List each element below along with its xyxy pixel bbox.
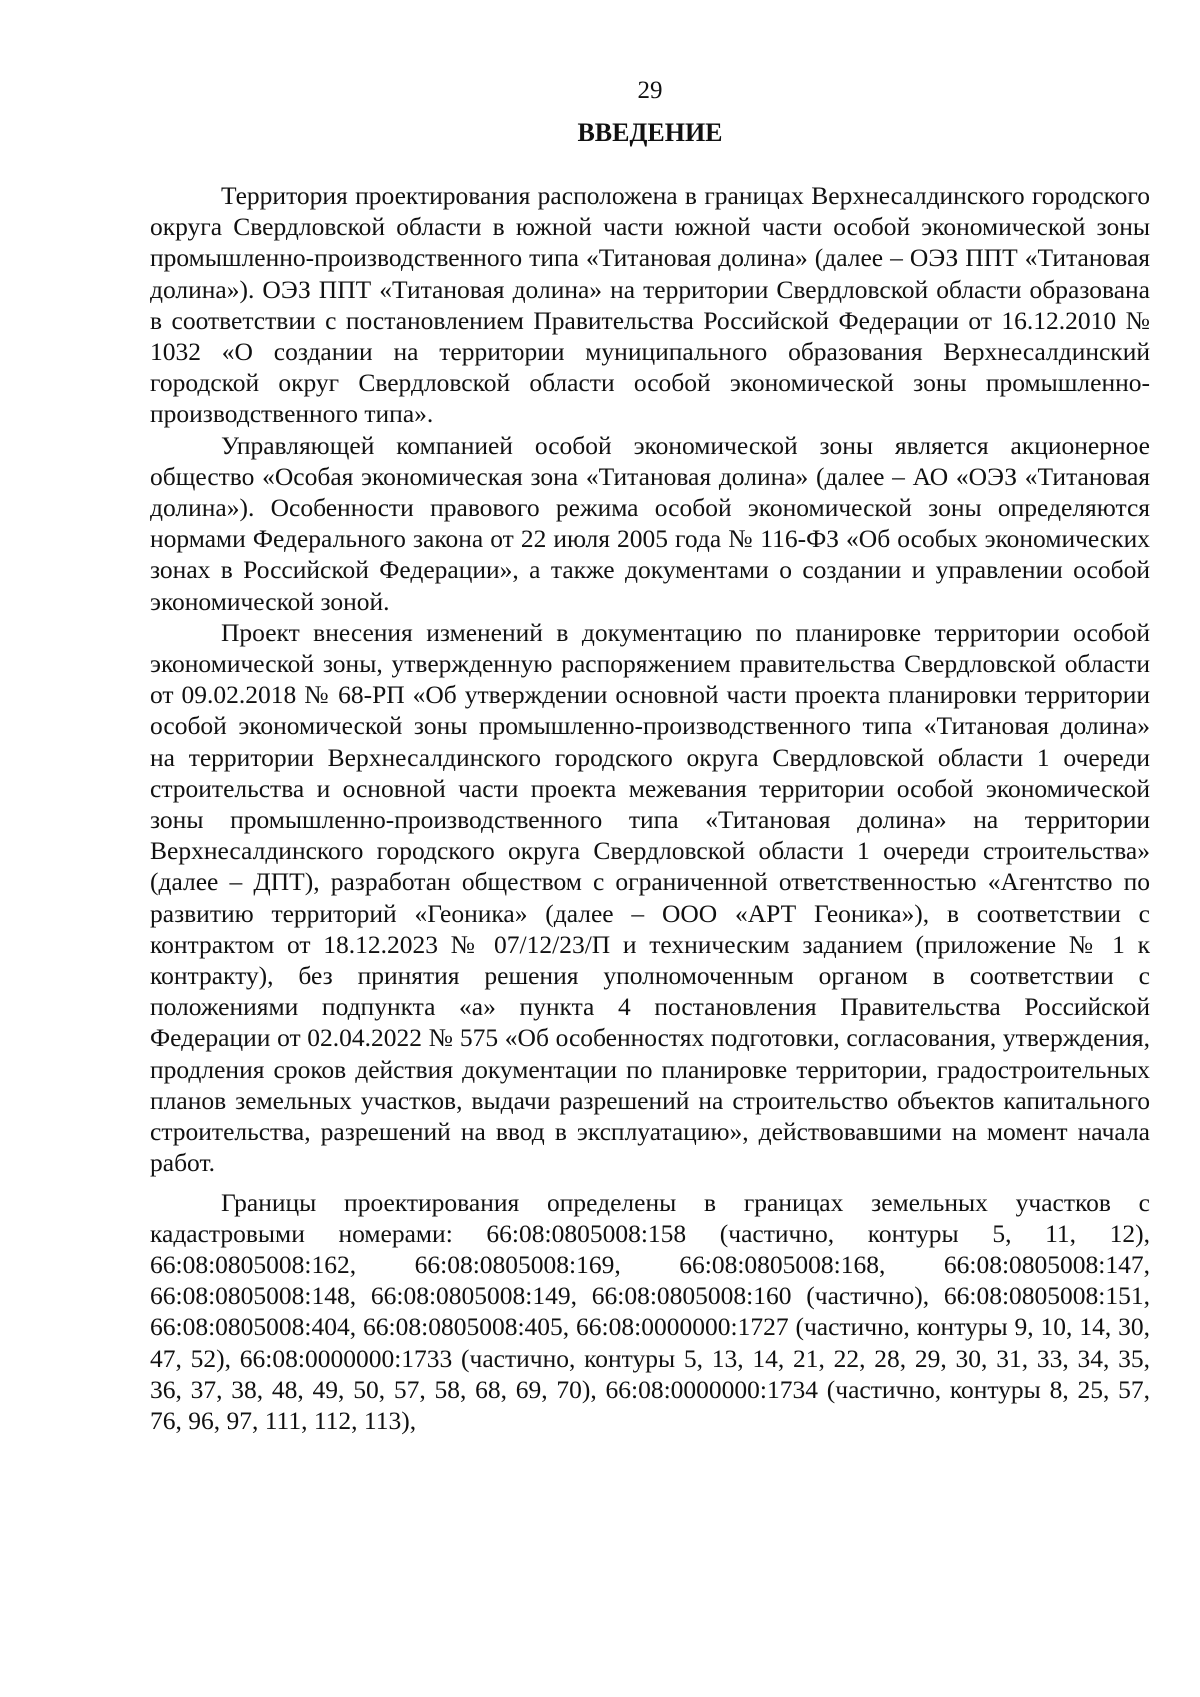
section-heading: ВВЕДЕНИЕ <box>577 118 723 147</box>
paragraph-project-changes: Проект внесения изменений в документацию по планировке территории особой экономической зоны, утвержденную распоряжением правительства Свердловской области от 09.02.2018 № 68-РП «Об утверждении основной части проекта планировки территории особой экономической зоны промышленно-производственного типа «Титановая долина» на территории Верхнесалдинского городского округа Свердловской области 1 очереди строительства и основной части проекта межевания территории особой экономической зоны промышленно-производственного типа «Титановая долина» на территории Верхнесалдинского городского округа Свердловской области 1 очереди строительства» (далее – ДПТ), разработан обществом с ограниченной ответственностью «Агентство по развитию территорий «Геоника» (далее – ООО «АРТ Геоника»), в соответствии с контрактом от 18.12.2023 № 07/12/23/П и техническим заданием (приложение № 1 к контракту), без принятия решения уполномоченным органом в соответствии с положениями подпункта «а» пункта 4 постановления Правительства Российской Федерации от 02.04.2022 № 575 «Об особенностях подготовки, согласования, утверждения, продления сроков действия документации по планировке территории, градостроительных планов земельных участков, выдачи разрешений на строительство объектов капитального строительства, разрешений на ввод в эксплуатацию», действовавшими на момент начала работ. <box>150 617 1150 1178</box>
document-body <box>150 180 1150 1436</box>
page-number: 29 <box>637 77 663 104</box>
paragraph-territory: Территория проектирования расположена в границах Верхнесалдинского городского округа Свердловской области в южной части южной части особой экономической зоны промышленно-производственного типа «Титановая долина» (далее – ОЭЗ ППТ «Титановая долина»). ОЭЗ ППТ «Титановая долина» на территории Свердловской области образована в соответствии с постановлением Правительства Российской Федерации от 16.12.2010 № 1032 «О создании на территории муниципального образования Верхнесалдинский городской округ Свердловской области особой экономической зоны промышленно-производственного типа». <box>150 181 1150 429</box>
paragraph-management-company: Управляющей компанией особой экономической зоны является акционерное общество «Особая экономическая зона «Титановая долина» (далее – АО «ОЭЗ «Титановая долина»). Особенности правового режима особой экономической зоны определяются нормами Федерального закона от 22 июля 2005 года № 116-ФЗ «Об особых экономических зонах в Российской Федерации», а также документами о создании и управлении особой экономической зоной. <box>150 430 1150 616</box>
paragraph-boundaries: Границы проектирования определены в границах земельных участков с кадастровыми номерами: 66:08:0805008:158 (частично, контуры 5, 11, 12), 66:08:0805008:162, 66:08:0805008:169, 66:08:0805008:168, 66:08:0805008:147, 66:08:0805008:148, 66:08:0805008:149, 66:08:0805008:160 (частично), 66:08:0805008:151, 66:08:0805008:404, 66:08:0805008:405, 66:08:0000000:1727 (частично, контуры 9, 10, 14, 30, 47, 52), 66:08:0000000:1733 (частично, контуры 5, 13, 14, 21, 22, 28, 29, 30, 31, 33, 34, 35, 36, 37, 38, 48, 49, 50, 57, 58, 68, 69, 70), 66:08:0000000:1734 (частично, контуры 8, 25, 57, 76, 96, 97, 111, 112, 113), <box>150 1187 1150 1435</box>
document-page <box>150 76 1150 1436</box>
